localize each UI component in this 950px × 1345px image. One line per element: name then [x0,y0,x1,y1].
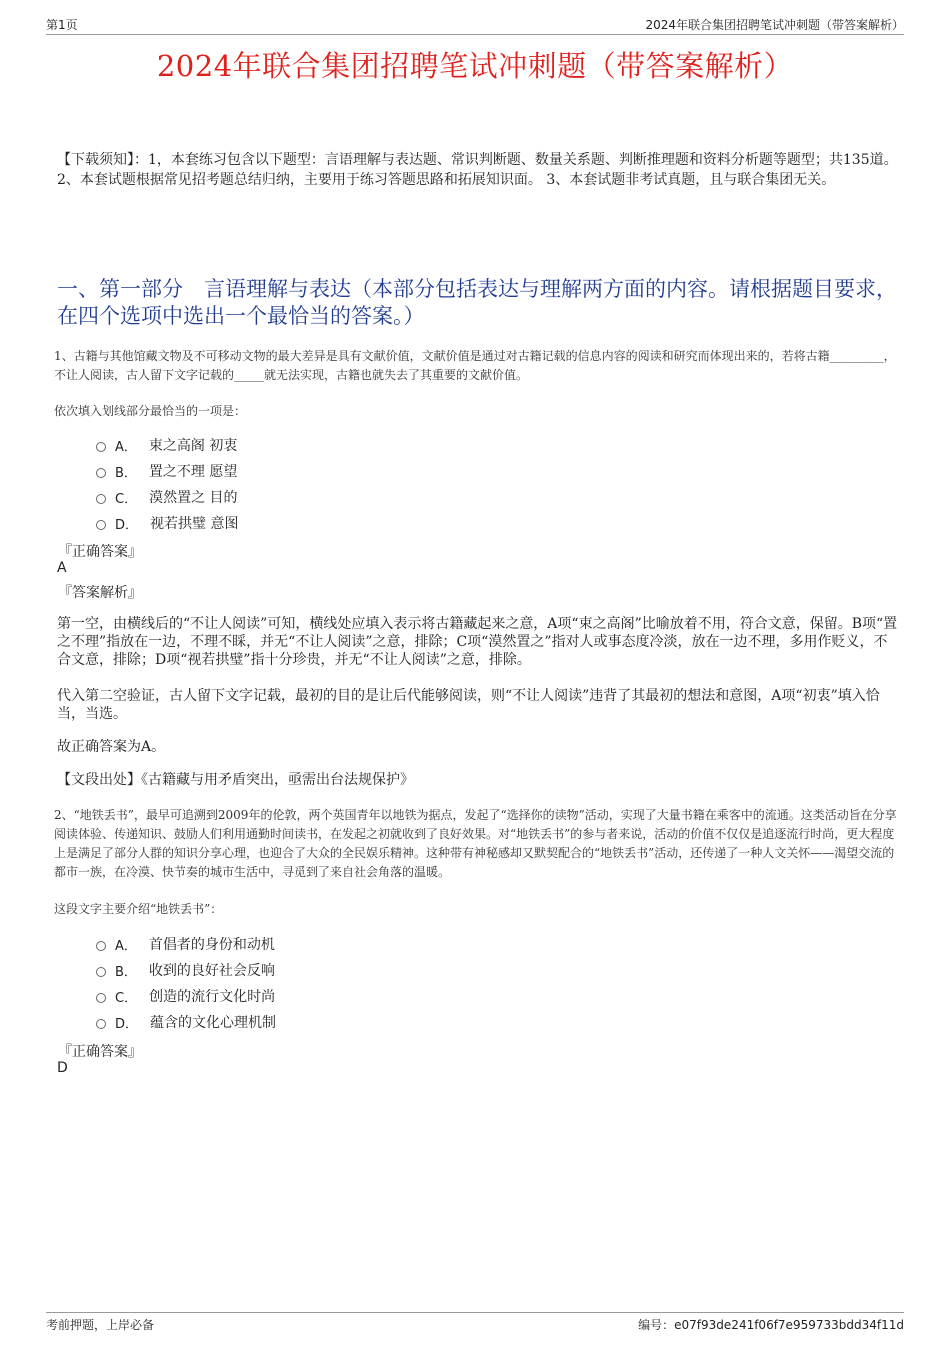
page-header [46,14,904,35]
question-1-options [96,432,238,536]
correct-answer-label: 『正确答案』 [58,1044,142,1060]
document-title: 2024年联合集团招聘笔试冲刺题（带答案解析） [156,49,794,83]
radio-icon[interactable] [96,967,106,977]
page-number: 第1页 [46,18,78,32]
radio-icon[interactable] [96,1019,106,1029]
radio-icon[interactable] [96,993,106,1003]
question-2-prompt: 这段文字主要介绍“地铁丢书”： [54,902,223,916]
radio-icon[interactable] [96,468,106,478]
question-2-options [96,931,276,1035]
option-d[interactable]: D． 视若拱璧 意图 [96,510,238,536]
option-d[interactable]: D． 蕴含的文化心理机制 [96,1009,276,1035]
option-c[interactable]: C． 创造的流行文化时尚 [96,983,276,1009]
correct-answer-label: 『正确答案』 [58,544,142,560]
analysis-conclusion: 故正确答案为A。 [57,739,166,755]
option-a[interactable]: A． 束之高阁 初衷 [96,432,238,458]
radio-icon[interactable] [96,520,106,530]
analysis-label: 『答案解析』 [58,585,142,601]
analysis-paragraph-1: 第一空，由横线后的“不让人阅读”可知，横线处应填入表示将古籍藏起来之意，A项“束之高阁”比喻放着不用，符合文意，保留。B项“置之不理”指放在一边，不理不睬，并无“不让人阅读”之意，排除；C项“漠然置之”指对人或事态度冷淡，放在一边不理，多用作贬义，不合文意，排除；D项“视若拱璧”指十分珍贵，并无“不让人阅读”之意，排除。 [57,616,898,668]
source-citation: 【文段出处】《古籍藏与用矛盾突出，亟需出台法规保护》 [57,772,414,788]
option-c[interactable]: C． 漠然置之 目的 [96,484,238,510]
correct-answer: A [57,560,67,576]
question-1-text: 1、古籍与其他馆藏文物及不可移动文物的最大差异是具有文献价值，文献价值是通过对古籍记载的信息内容的阅读和研究而体现出来的，若将古籍_________，不让人阅读，古人留下文字记载的_____就无法实现，古籍也就失去了其重要的文献价值。 [54,349,896,382]
option-b[interactable]: B． 收到的良好社会反响 [96,957,276,983]
page-footer [46,1312,904,1332]
option-b[interactable]: B． 置之不理 愿望 [96,458,238,484]
footer-slogan: 考前押题，上岸必备 [46,1318,155,1332]
analysis-paragraph-2: 代入第二空验证，古人留下文字记载，最初的目的是让后代能够阅读，则“不让人阅读”违背了其最初的想法和意图，A项“初衷”填入恰当，当选。 [57,688,880,722]
correct-answer: D [57,1060,68,1076]
section-heading: 一、第一部分 言语理解与表达（本部分包括表达与理解两方面的内容。请根据题目要求，在四个选项中选出一个最恰当的答案。） [57,277,897,328]
radio-icon[interactable] [96,941,106,951]
download-notice: 【下载须知】：1，本套练习包含以下题型：言语理解与表达题、常识判断题、数量关系题、判断推理题和资料分析题等题型；共135道。 2、本套试题根据常见招考题总结归纳，主要用于练习答题思路和拓展知识面。 3、本套试题非考试真题，且与联合集团无关。 [57,152,898,188]
radio-icon[interactable] [96,442,106,452]
option-a[interactable]: A． 首倡者的身份和动机 [96,931,276,957]
question-1-prompt: 依次填入划线部分最恰当的一项是： [54,404,247,418]
header-doc-title: 2024年联合集团招聘笔试冲刺题（带答案解析） [645,18,904,32]
document-id: 编号：e07f93de241f06f7e959733bdd34f11d [638,1318,904,1332]
question-2-text: 2、“地铁丢书”，最早可追溯到2009年的伦敦，两个英国青年以地铁为据点，发起了“选择你的读物”活动，实现了大量书籍在乘客中的流通。这类活动旨在分享阅读体验、传递知识、鼓励人们利用通勤时间读书，在发起之初就收到了良好效果。对“地铁丢书”的参与者来说，活动的价值不仅仅是追逐流行时尚，更大程度上是满足了部分人群的知识分享心理，也迎合了大众的全民娱乐精神。这种带有神秘感却又默契配合的“地铁丢书”活动，还传递了一种人文关怀——渴望交流的都市一族，在冷漠、快节奏的城市生活中，寻觅到了来自社会角落的温暖。 [54,808,897,879]
radio-icon[interactable] [96,494,106,504]
